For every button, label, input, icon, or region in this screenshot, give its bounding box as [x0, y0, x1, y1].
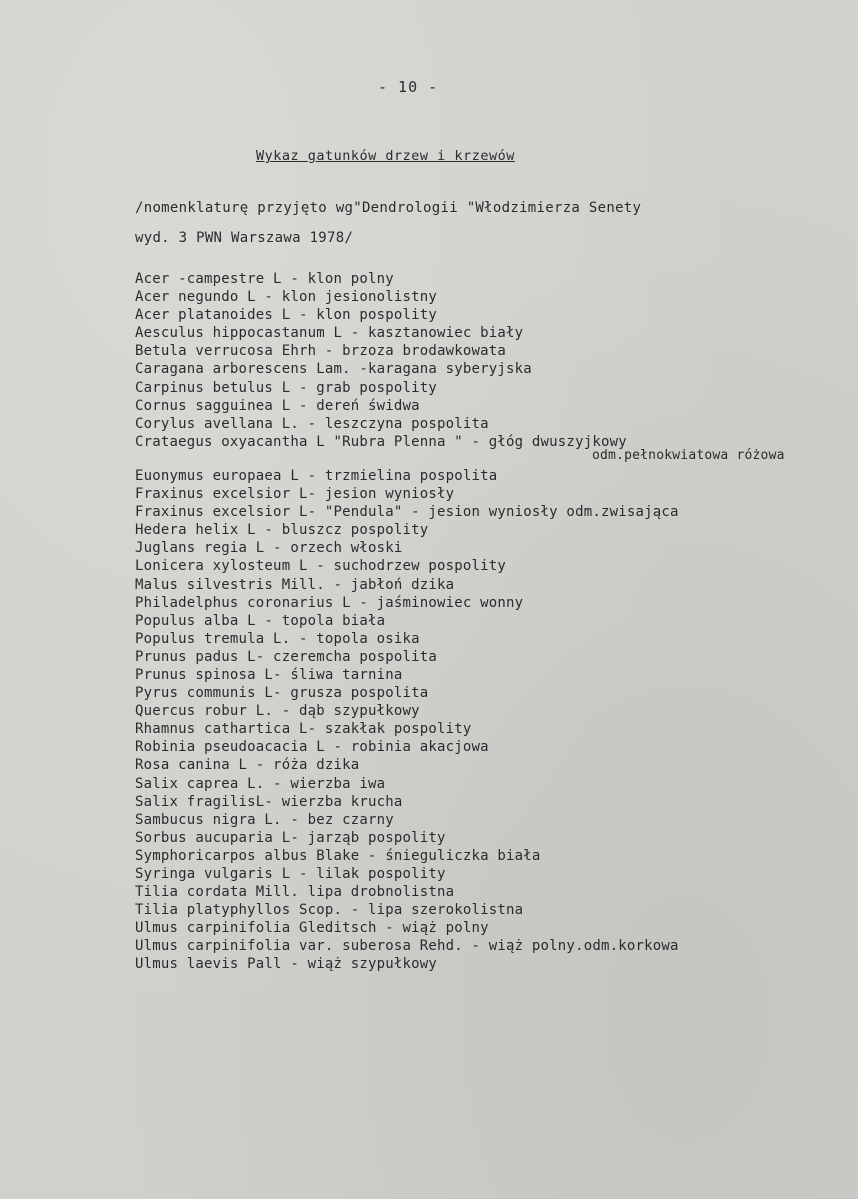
- species-entry: [135, 756, 835, 774]
- species-entry: [135, 612, 835, 630]
- species-entry-text: Fraxinus excelsior L- jesion wyniosły: [135, 486, 455, 503]
- species-entry-text: Juglans regia L - orzech włoski: [135, 540, 403, 557]
- species-entry: [135, 865, 835, 883]
- species-entry-text: Prunus padus L- czeremcha pospolita: [135, 648, 438, 665]
- species-entry-text: Syringa vulgaris L - lilak pospolity: [135, 866, 446, 882]
- species-entry: [135, 630, 835, 648]
- nomenclature-note-line-2: wyd. 3 PWN Warszawa 1978/: [135, 230, 354, 246]
- species-entry: [135, 720, 835, 738]
- species-entry: [135, 379, 835, 397]
- species-entry-text: Philadelphus coronarius L - jaśminowiec wonny: [135, 594, 524, 611]
- species-entry: [135, 433, 835, 463]
- species-entry: [135, 324, 835, 342]
- species-entry-continuation: odm.pełnokwiatowa różowa: [592, 447, 785, 463]
- species-entry: [135, 901, 835, 919]
- species-entry-text: Pyrus communis L- grusza pospolita: [135, 685, 429, 702]
- species-entry-text: Acer -campestre L - klon polny: [135, 271, 394, 287]
- species-entry-text: Salix fragilisL- wierzba krucha: [135, 793, 403, 810]
- species-entry-text: Malus silvestris Mill. - jabłoń dzika: [135, 576, 455, 593]
- species-entry: [135, 503, 835, 521]
- species-entry: [135, 485, 835, 503]
- species-entry: [135, 306, 835, 324]
- species-entry-text: Acer negundo L - klon jesionolistny: [135, 289, 438, 306]
- species-entry: [135, 270, 835, 288]
- species-list: [135, 270, 835, 974]
- species-entry-text: Acer platanoides L - klon pospolity: [135, 307, 438, 324]
- species-entry-text: Carpinus betulus L - grab pospolity: [135, 379, 438, 396]
- species-entry: [135, 467, 835, 485]
- species-entry: [135, 397, 835, 415]
- species-entry-text: Crataegus oxyacantha L "Rubra Plenna " - głóg dwuszyjkowy: [135, 433, 627, 450]
- species-entry-text: Lonicera xylosteum L - suchodrzew pospolity: [135, 558, 507, 575]
- species-entry: [135, 811, 835, 829]
- species-entry-text: Sambucus nigra L. - bez czarny: [135, 811, 394, 828]
- species-entry: [135, 684, 835, 702]
- species-entry-text: Prunus spinosa L- śliwa tarnina: [135, 666, 403, 683]
- species-entry-text: Robinia pseudoacacia L - robinia akacjowa: [135, 739, 489, 756]
- species-entry-text: Aesculus hippocastanum L - kasztanowiec biały: [135, 325, 524, 342]
- species-entry-text: Sorbus aucuparia L- jarząb pospolity: [135, 829, 446, 846]
- species-entry-text: Symphoricarpos albus Blake - śnieguliczka biała: [135, 847, 541, 864]
- species-entry-text: Fraxinus excelsior L- "Pendula" - jesion wyniosły odm.zwisająca: [135, 504, 679, 521]
- species-entry-text: Tilia platyphyllos Scop. - lipa szerokolistna: [135, 902, 524, 919]
- species-entry: [135, 594, 835, 612]
- species-entry: [135, 775, 835, 793]
- species-entry: [135, 342, 835, 360]
- species-entry: [135, 883, 835, 901]
- species-entry-text: Corylus avellana L. - leszczyna pospolita: [135, 415, 489, 432]
- species-entry-text: Hedera helix L - bluszcz pospolity: [135, 522, 429, 539]
- species-entry-text: Populus alba L - topola biała: [135, 612, 386, 629]
- species-entry-text: Cornus sagguinea L - dereń świdwa: [135, 397, 420, 414]
- species-entry: [135, 738, 835, 756]
- species-entry: [135, 539, 835, 557]
- species-entry: [135, 415, 835, 433]
- species-entry-text: Quercus robur L. - dąb szypułkowy: [135, 703, 420, 720]
- page-number: - 10 -: [378, 78, 439, 96]
- species-entry: [135, 829, 835, 847]
- species-entry: [135, 521, 835, 539]
- species-entry: [135, 793, 835, 811]
- species-entry: [135, 702, 835, 720]
- species-entry-text: Salix caprea L. - wierzba iwa: [135, 775, 386, 792]
- species-entry: [135, 955, 835, 973]
- species-entry: [135, 557, 835, 575]
- nomenclature-note-line-1: /nomenklaturę przyjęto wg"Dendrologii "Włodzimierza Senety: [135, 200, 642, 216]
- species-entry-text: Tilia cordata Mill. lipa drobnolistna: [135, 884, 455, 901]
- species-entry: [135, 576, 835, 594]
- species-entry: [135, 666, 835, 684]
- species-entry: [135, 937, 835, 955]
- species-entry-text: Rosa canina L - róża dzika: [135, 757, 360, 774]
- species-entry-text: Ulmus carpinifolia var. suberosa Rehd. - wiąż polny.odm.korkowa: [135, 938, 679, 955]
- species-entry: [135, 847, 835, 865]
- species-entry-text: Ulmus carpinifolia Gleditsch - wiąż polny: [135, 920, 489, 937]
- species-entry-text: Euonymus europaea L - trzmielina pospolita: [135, 467, 498, 484]
- page-title: Wykaz gatunków drzew i krzewów: [256, 148, 515, 164]
- species-entry-text: Caragana arborescens Lam. -karagana syberyjska: [135, 361, 532, 378]
- species-entry-text: Rhamnus cathartica L- szakłak pospolity: [135, 721, 472, 738]
- species-entry: [135, 919, 835, 937]
- species-entry-text: Betula verrucosa Ehrh - brzoza brodawkowata: [135, 343, 507, 360]
- species-entry: [135, 360, 835, 378]
- species-entry: [135, 648, 835, 666]
- species-entry: [135, 288, 835, 306]
- species-entry-text: Ulmus laevis Pall - wiąż szypułkowy: [135, 956, 438, 973]
- species-entry-text: Populus tremula L. - topola osika: [135, 630, 420, 647]
